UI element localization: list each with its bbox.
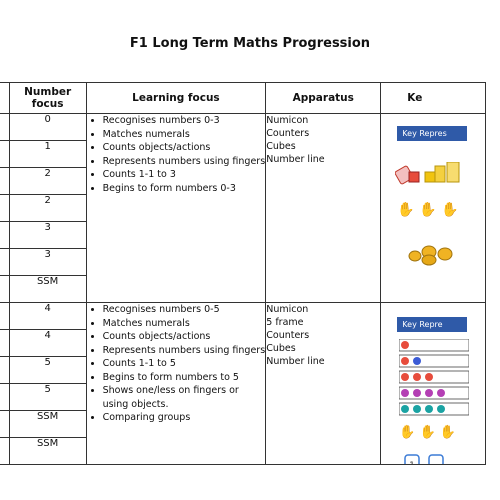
numeral-cards-icon [403,453,473,471]
apparatus-item: Cubes [266,343,296,354]
number-focus-cell: 1 [9,141,86,168]
number-focus-cell: 4 [9,330,86,357]
number-focus-cell: 5 [9,357,86,384]
number-focus-cell: 2 [9,195,86,222]
row-label-cell [0,276,9,303]
svg-text:1: 1 [409,461,416,471]
list-item: • Comparing groups [103,411,266,425]
list-item: • Counts 1-1 to 5 [103,357,266,371]
apparatus-item: Counters [266,330,310,341]
numicon-cubes-icon [395,162,465,188]
number-focus-cell: 0 [9,114,86,141]
row-label-cell [0,357,9,384]
apparatus-cell [266,303,381,465]
header-blank [0,83,9,114]
row-label-cell [0,249,9,276]
list-item: • Matches numerals [103,128,266,142]
row-label-cell [0,195,9,222]
apparatus-item: Cubes [266,141,296,152]
page-title: F1 Long Term Maths Progression [129,36,371,51]
number-focus-cell: SSM [9,438,86,465]
counters-icon [407,242,457,266]
table-row [0,114,486,141]
number-focus-cell: 3 [9,222,86,249]
list-item: • Begins to form numbers to 5 [103,371,266,385]
apparatus-item: 5 frame [266,317,304,328]
list-item: • Represents numbers using fingers [103,344,266,358]
header-apparatus: Apparatus [266,83,381,114]
apparatus-cell [266,114,381,303]
learning-focus-cell [86,303,266,465]
table-row [0,303,486,330]
row-label-cell [0,411,9,438]
learning-focus-cell [86,114,266,303]
row-label-cell [0,384,9,411]
key-representation-badge: Key Repres [397,126,467,141]
row-label-cell [0,438,9,465]
fingers-icon: ✋ ✋ ✋ [399,425,457,440]
list-item: • Recognises numbers 0-3 [103,114,266,128]
apparatus-item: Counters [266,128,310,139]
number-focus-cell: 4 [9,303,86,330]
progression-table [0,82,486,471]
list-item: • Counts 1-1 to 3 [103,168,266,182]
header-key: Ke [381,83,486,114]
apparatus-item: Numicon [266,115,309,126]
list-item: • Begins to form numbers 0-3 [103,182,266,196]
number-focus-cell: 2 [9,168,86,195]
apparatus-item: Number line [266,154,325,165]
row-label-cell [0,303,9,330]
apparatus-item: Number line [266,356,325,367]
list-item: • Recognises numbers 0-5 [103,303,266,317]
header-number-focus: Number focus [9,83,86,114]
number-focus-cell: SSM [9,411,86,438]
header-row [0,83,486,114]
number-focus-cell: 5 [9,384,86,411]
fingers-icon: ✋ ✋ ✋ [397,202,459,218]
apparatus-item: Numicon [266,304,309,315]
number-focus-cell: SSM [9,276,86,303]
list-item: • Shows one/less on fingers or using objects. [103,384,266,411]
list-item: • Matches numerals [103,317,266,331]
key-representation-cell [381,303,486,471]
five-frames-icon [399,339,469,421]
number-focus-cell: 3 [9,249,86,276]
row-label-cell [0,141,9,168]
row-label-cell [0,330,9,357]
key-representation-badge: Key Repre [397,317,467,332]
list-item: • Represents numbers using fingers [103,155,266,169]
key-representation-cell [381,114,486,303]
row-label-cell [0,222,9,249]
row-label-cell [0,114,9,141]
list-item: • Counts objects/actions [103,141,266,155]
list-item: • Counts objects/actions [103,330,266,344]
header-learning-focus: Learning focus [86,83,266,114]
row-label-cell [0,168,9,195]
